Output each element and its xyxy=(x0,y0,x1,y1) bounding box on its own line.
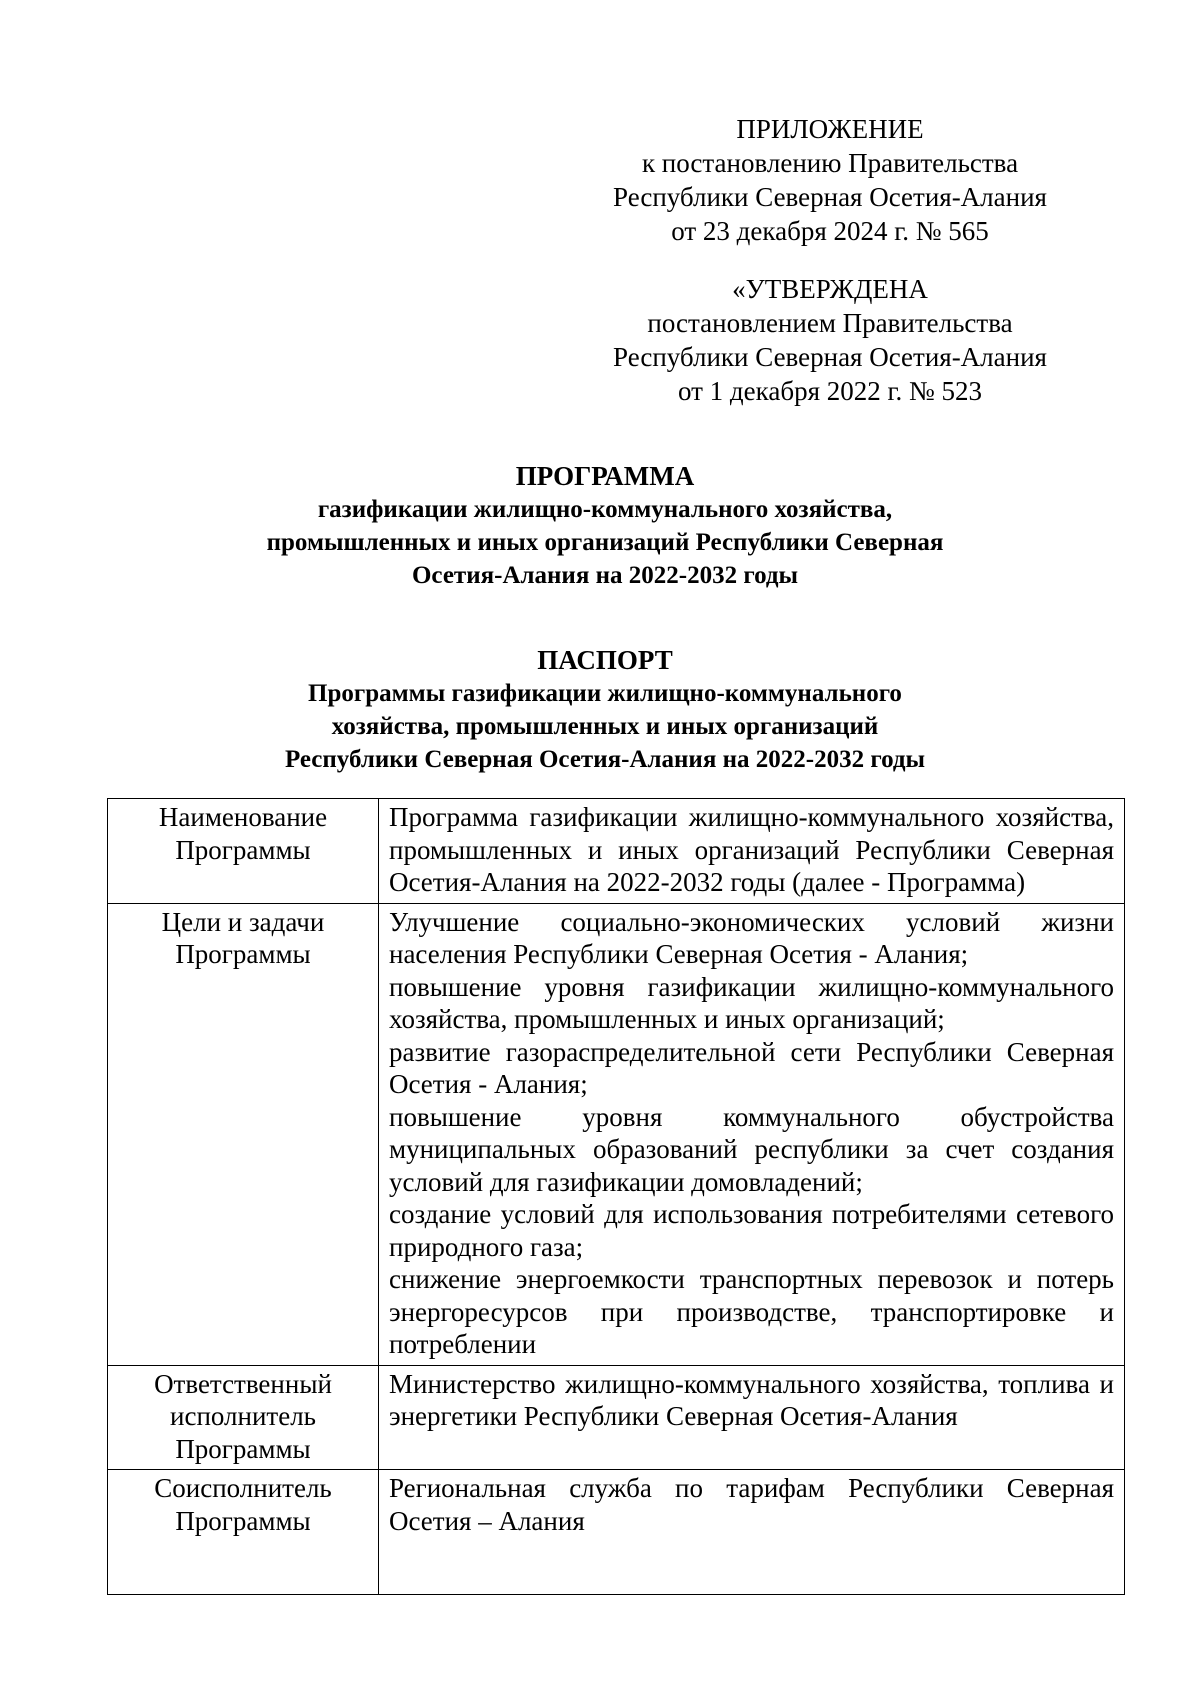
row-value xyxy=(379,903,1125,1365)
row-value xyxy=(379,799,1125,904)
row-paragraph: повышение уровня газификации жилищно-коммунального хозяйства, промышленных и иных организаций; xyxy=(389,971,1114,1034)
passport-subtitle-line: хозяйства, промышленных и иных организаций xyxy=(331,713,879,740)
program-title: ПРОГРАММА xyxy=(515,461,695,491)
approved-title: «УТВЕРЖДЕНА xyxy=(732,274,928,304)
program-subtitle-line: газификации жилищно-коммунального хозяйства, xyxy=(317,496,893,523)
approved-line: от 1 декабря 2022 г. № 523 xyxy=(677,376,983,406)
program-subtitle-line: Осетия-Алания на 2022-2032 годы xyxy=(411,562,799,589)
appendix-line: от 23 декабря 2024 г. № 565 xyxy=(671,216,989,246)
approved-line: постановлением Правительства xyxy=(647,308,1013,338)
program-heading xyxy=(150,460,1060,592)
passport-heading xyxy=(150,644,1060,776)
row-paragraph: Министерство жилищно-коммунального хозяйства, топлива и энергетики Республики Северная Осетия-Алания xyxy=(389,1368,1114,1431)
table-row xyxy=(108,1365,1125,1470)
table-row xyxy=(108,903,1125,1365)
passport-table xyxy=(107,798,1125,1595)
approved-line: Республики Северная Осетия-Алания xyxy=(613,342,1047,372)
row-label: Ответственный исполнитель Программы xyxy=(108,1365,379,1470)
row-paragraph: Региональная служба по тарифам Республики Северная Осетия – Алания xyxy=(389,1473,1114,1536)
table-row xyxy=(108,799,1125,904)
approved-block xyxy=(560,272,1100,408)
appendix-title: ПРИЛОЖЕНИЕ xyxy=(736,114,924,144)
passport-subtitle-line: Программы газификации жилищно-коммунального xyxy=(308,680,902,707)
appendix-block xyxy=(560,112,1100,248)
passport-subtitle-line: Республики Северная Осетия-Алания на 2022-2032 годы xyxy=(284,746,926,773)
passport-title: ПАСПОРТ xyxy=(537,645,673,675)
row-paragraph: Улучшение социально-экономических условий жизни населения Республики Северная Осетия - Алания; xyxy=(389,906,1114,969)
row-paragraph: развитие газораспределительной сети Республики Северная Осетия - Алания; xyxy=(389,1036,1114,1099)
row-paragraph: Программа газификации жилищно-коммунального хозяйства, промышленных и иных организаций Республики Северная Осетия-Алания на 2022-2032 годы (далее - Программа) xyxy=(389,802,1114,897)
row-label: Наименование Программы xyxy=(108,799,379,904)
row-paragraph: создание условий для использования потребителями сетевого природного газа; xyxy=(389,1199,1114,1262)
appendix-line: к постановлению Правительства xyxy=(641,148,1019,178)
row-label: Цели и задачи Программы xyxy=(108,903,379,1365)
row-paragraph: снижение энергоемкости транспортных перевозок и потерь энергоресурсов при производстве, транспортировке и потреблении xyxy=(389,1264,1114,1359)
row-paragraph: повышение уровня коммунального обустройства муниципальных образований республики за счет создания условий для газификации домовладений; xyxy=(389,1101,1114,1197)
table-row xyxy=(108,1470,1125,1595)
program-subtitle-line: промышленных и иных организаций Республики Северная xyxy=(266,529,944,556)
row-value xyxy=(379,1365,1125,1470)
row-label: Соисполнитель Программы xyxy=(108,1470,379,1595)
appendix-line: Республики Северная Осетия-Алания xyxy=(613,182,1047,212)
row-value xyxy=(379,1470,1125,1595)
